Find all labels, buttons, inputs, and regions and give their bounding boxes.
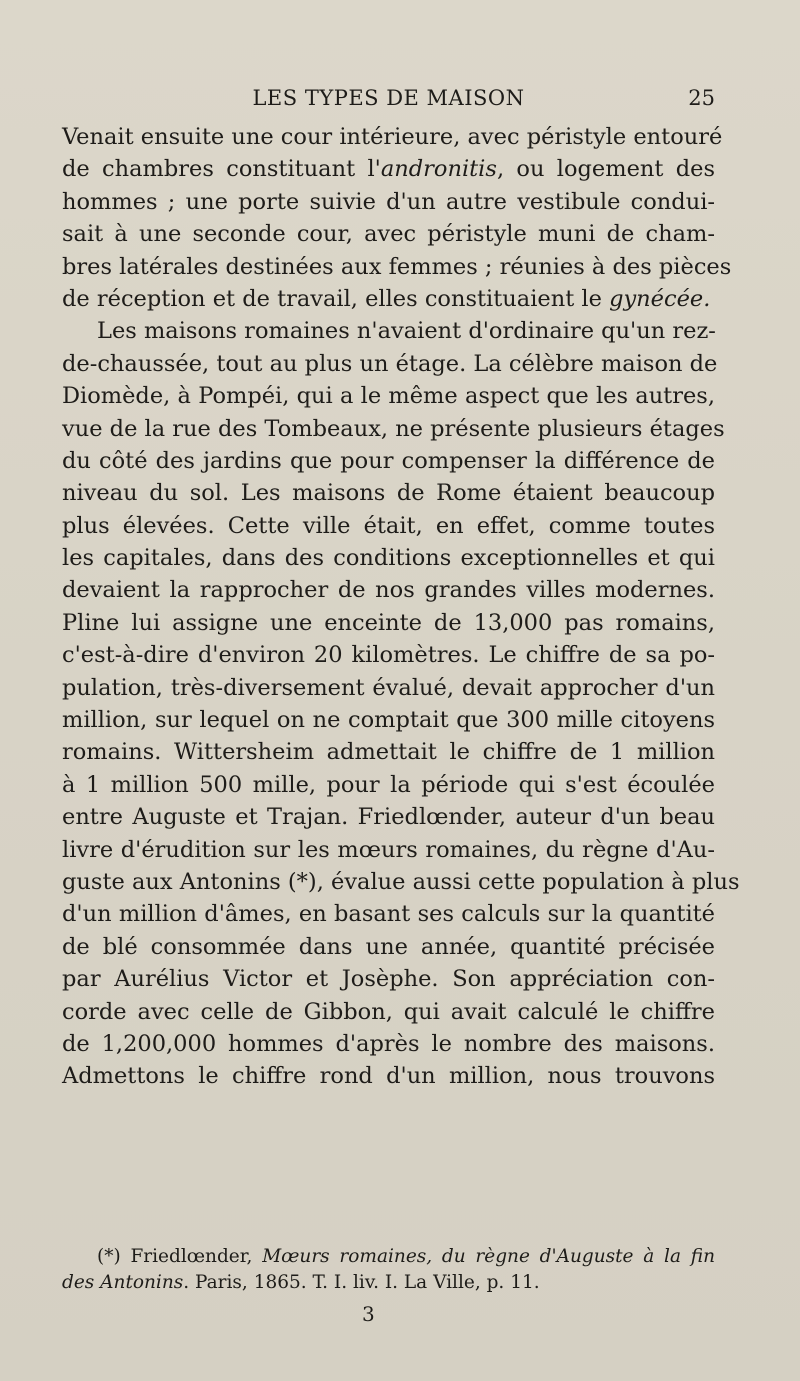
text-line: d'un million d'âmes, en basant ses calculs sur la quantité (62, 901, 715, 928)
text-line: de-chaussée, tout au plus un étage. La célèbre maison de (62, 350, 718, 377)
text-line: à 1 million 500 mille, pour la période qui s'est écoulée (62, 771, 715, 798)
text-line: entre Auguste et Trajan. Friedlœnder, auteur d'un beau (62, 804, 715, 831)
text-line: de blé consommée dans une année, quantité précisée (62, 933, 715, 960)
italic-term-andronitis: andronitis (380, 156, 497, 183)
text-line: corde avec celle de Gibbon, qui avait calculé le chiffre (62, 998, 715, 1025)
text-line: bres latérales destinées aux femmes ; réunies à des pièces (62, 253, 732, 280)
text-line: sait à une seconde cour, avec péristyle muni de cham- (62, 221, 715, 248)
text-line: vue de la rue des Tombeaux, ne présente plusieurs étages (62, 415, 725, 442)
text-line: de réception et de travail, elles constituaient le gynécée. (62, 285, 711, 312)
text-line: guste aux Antonins (*), évalue aussi cette population à plus (62, 868, 740, 895)
text-line: Pline lui assigne une enceinte de 13,000 pas romains, (62, 609, 715, 636)
text-line: de 1,200,000 hommes d'après le nombre des maisons. (62, 1030, 715, 1057)
text-line: devaient la rapprocher de nos grandes villes modernes. (62, 577, 715, 604)
text-line: Admettons le chiffre rond d'un million, nous trouvons (62, 1063, 715, 1090)
page-number: 25 (688, 86, 715, 110)
footnote (62, 1244, 715, 1296)
italic-term-gynecee: gynécée. (609, 285, 711, 312)
text-line: hommes ; une porte suivie d'un autre vestibule condui- (62, 188, 715, 215)
text-line: c'est-à-dire d'environ 20 kilomètres. Le chiffre de sa po- (62, 642, 715, 669)
text-line: pulation, très-diversement évalué, devait approcher d'un (62, 674, 715, 701)
footnote-line: des Antonins. Paris, 1865. T. I. liv. I. La Ville, p. 11. (62, 1272, 540, 1293)
text-line: Diomède, à Pompéi, qui a le même aspect que les autres, (62, 383, 715, 410)
text-line: plus élevées. Cette ville était, en effet, comme toutes (62, 512, 715, 539)
text-line: romains. Wittersheim admettait le chiffre de 1 million (62, 739, 715, 766)
text-line: Venait ensuite une cour intérieure, avec péristyle entouré (62, 124, 723, 150)
text-line: les capitales, dans des conditions exceptionnelles et qui (62, 545, 715, 572)
text-line: livre d'érudition sur les mœurs romaines, du règne d'Au- (62, 836, 715, 863)
text-line: du côté des jardins que pour compenser la différence de (62, 447, 715, 474)
text-line: niveau du sol. Les maisons de Rome étaient beaucoup (62, 480, 715, 507)
text-line: million, sur lequel on ne comptait que 300 mille citoyens (62, 707, 715, 734)
text-line: par Aurélius Victor et Josèphe. Son appréciation con- (62, 966, 715, 993)
text-line: de chambres constituant l'andronitis, ou logement des (62, 156, 716, 183)
signature-mark: 3 (362, 1302, 375, 1326)
page-header (62, 86, 715, 116)
running-title: LES TYPES DE MAISON (252, 86, 525, 110)
text-line: Les maisons romaines n'avaient d'ordinaire qu'un rez- (97, 318, 716, 345)
footnote-line: (*) Friedlœnder, Mœurs romaines, du règne d'Auguste à la fin (97, 1246, 715, 1267)
body-text (62, 121, 740, 1093)
